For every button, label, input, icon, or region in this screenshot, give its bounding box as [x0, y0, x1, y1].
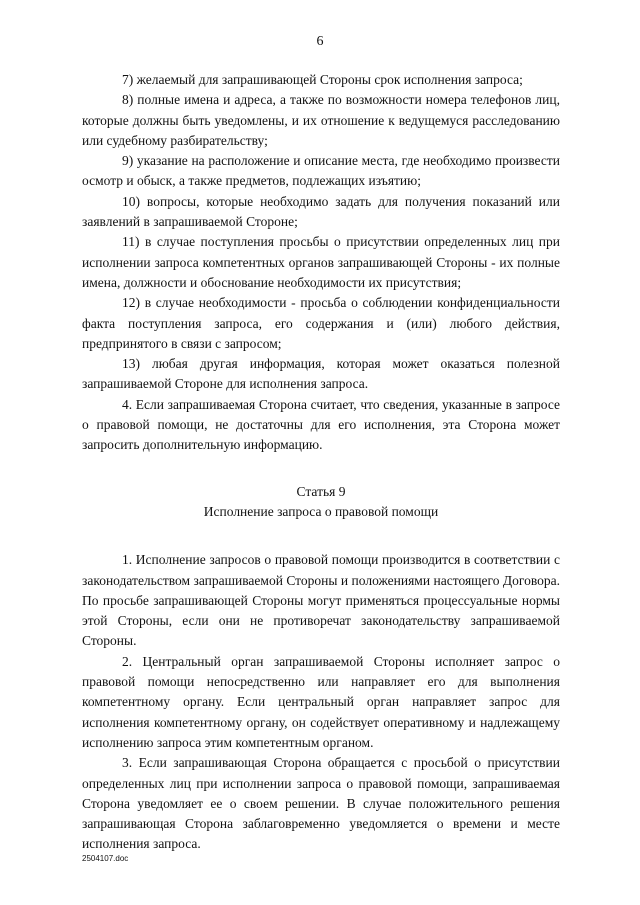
page-number: 6: [316, 34, 324, 49]
document-body: [82, 70, 560, 855]
paragraph-item-8: 8) полные имена и адреса, а также по возможности номера телефонов лиц, которые должны быть уведомлены, и их отношение к ведущемуся расследованию или судебному разбирательству;: [82, 92, 560, 148]
footer-filename: 2504107.doc: [82, 854, 129, 863]
paragraph-item-7: 7) желаемый для запрашивающей Стороны срок исполнения запроса;: [122, 72, 523, 87]
paragraph-item-9: 9) указание на расположение и описание места, где необходимо произвести осмотр и обыск, а также предметов, подлежащих изъятию;: [82, 153, 560, 189]
paragraph-item-11: 11) в случае поступления просьбы о присутствии определенных лиц при исполнении запроса компетентных органов запрашивающей Стороны - их полные имена, должности и обоснование необходимости их присутствия;: [82, 234, 560, 290]
paragraph-item-12: 12) в случае необходимости - просьба о соблюдении конфиденциальности факта поступления запроса, его содержания и (или) любого действия, предпринятого в связи с запросом;: [82, 295, 560, 351]
article-paragraph-3: 3. Если запрашивающая Сторона обращается с просьбой о присутствии определенных лиц при исполнении запроса о правовой помощи, запрашиваемая Сторона уведомляет ее о своем решении. В случае положительного решения запрашивающая Сторона заблаговременно уведомляется о времени и месте исполнения запроса.: [82, 755, 560, 852]
paragraph-item-13: 13) любая другая информация, которая может оказаться полезной запрашиваемой Стороне для исполнения запроса.: [82, 356, 560, 392]
article-number: Статья 9: [296, 483, 346, 499]
article-paragraph-1: 1. Исполнение запросов о правовой помощи производится в соответствии с законодательством запрашиваемой Стороны и положениями настоящего Договора. По просьбе запрашивающей Стороны могут применяться процессуальные нормы этой Стороны, если они не противоречат законодательству запрашиваемой Стороны.: [82, 552, 560, 649]
paragraph-item-10: 10) вопросы, которые необходимо задать для получения показаний или заявлений в запрашиваемой Стороне;: [82, 193, 560, 230]
paragraph-section-4: 4. Если запрашиваемая Сторона считает, что сведения, указанные в запросе о правовой помощи, не достаточны для его исполнения, эта Сторона может запросить дополнительную информацию.: [82, 396, 560, 453]
article-title: Исполнение запроса о правовой помощи: [203, 503, 439, 519]
article-paragraph-2: 2. Центральный орган запрашиваемой Стороны исполняет запрос о правовой помощи непосредственно или направляет его для выполнения компетентному органу. Если центральный орган направляет запрос для исполнения компетентному органу, он содействует оперативному и надлежащему исполнению запроса этим компетентным органом.: [82, 653, 560, 750]
